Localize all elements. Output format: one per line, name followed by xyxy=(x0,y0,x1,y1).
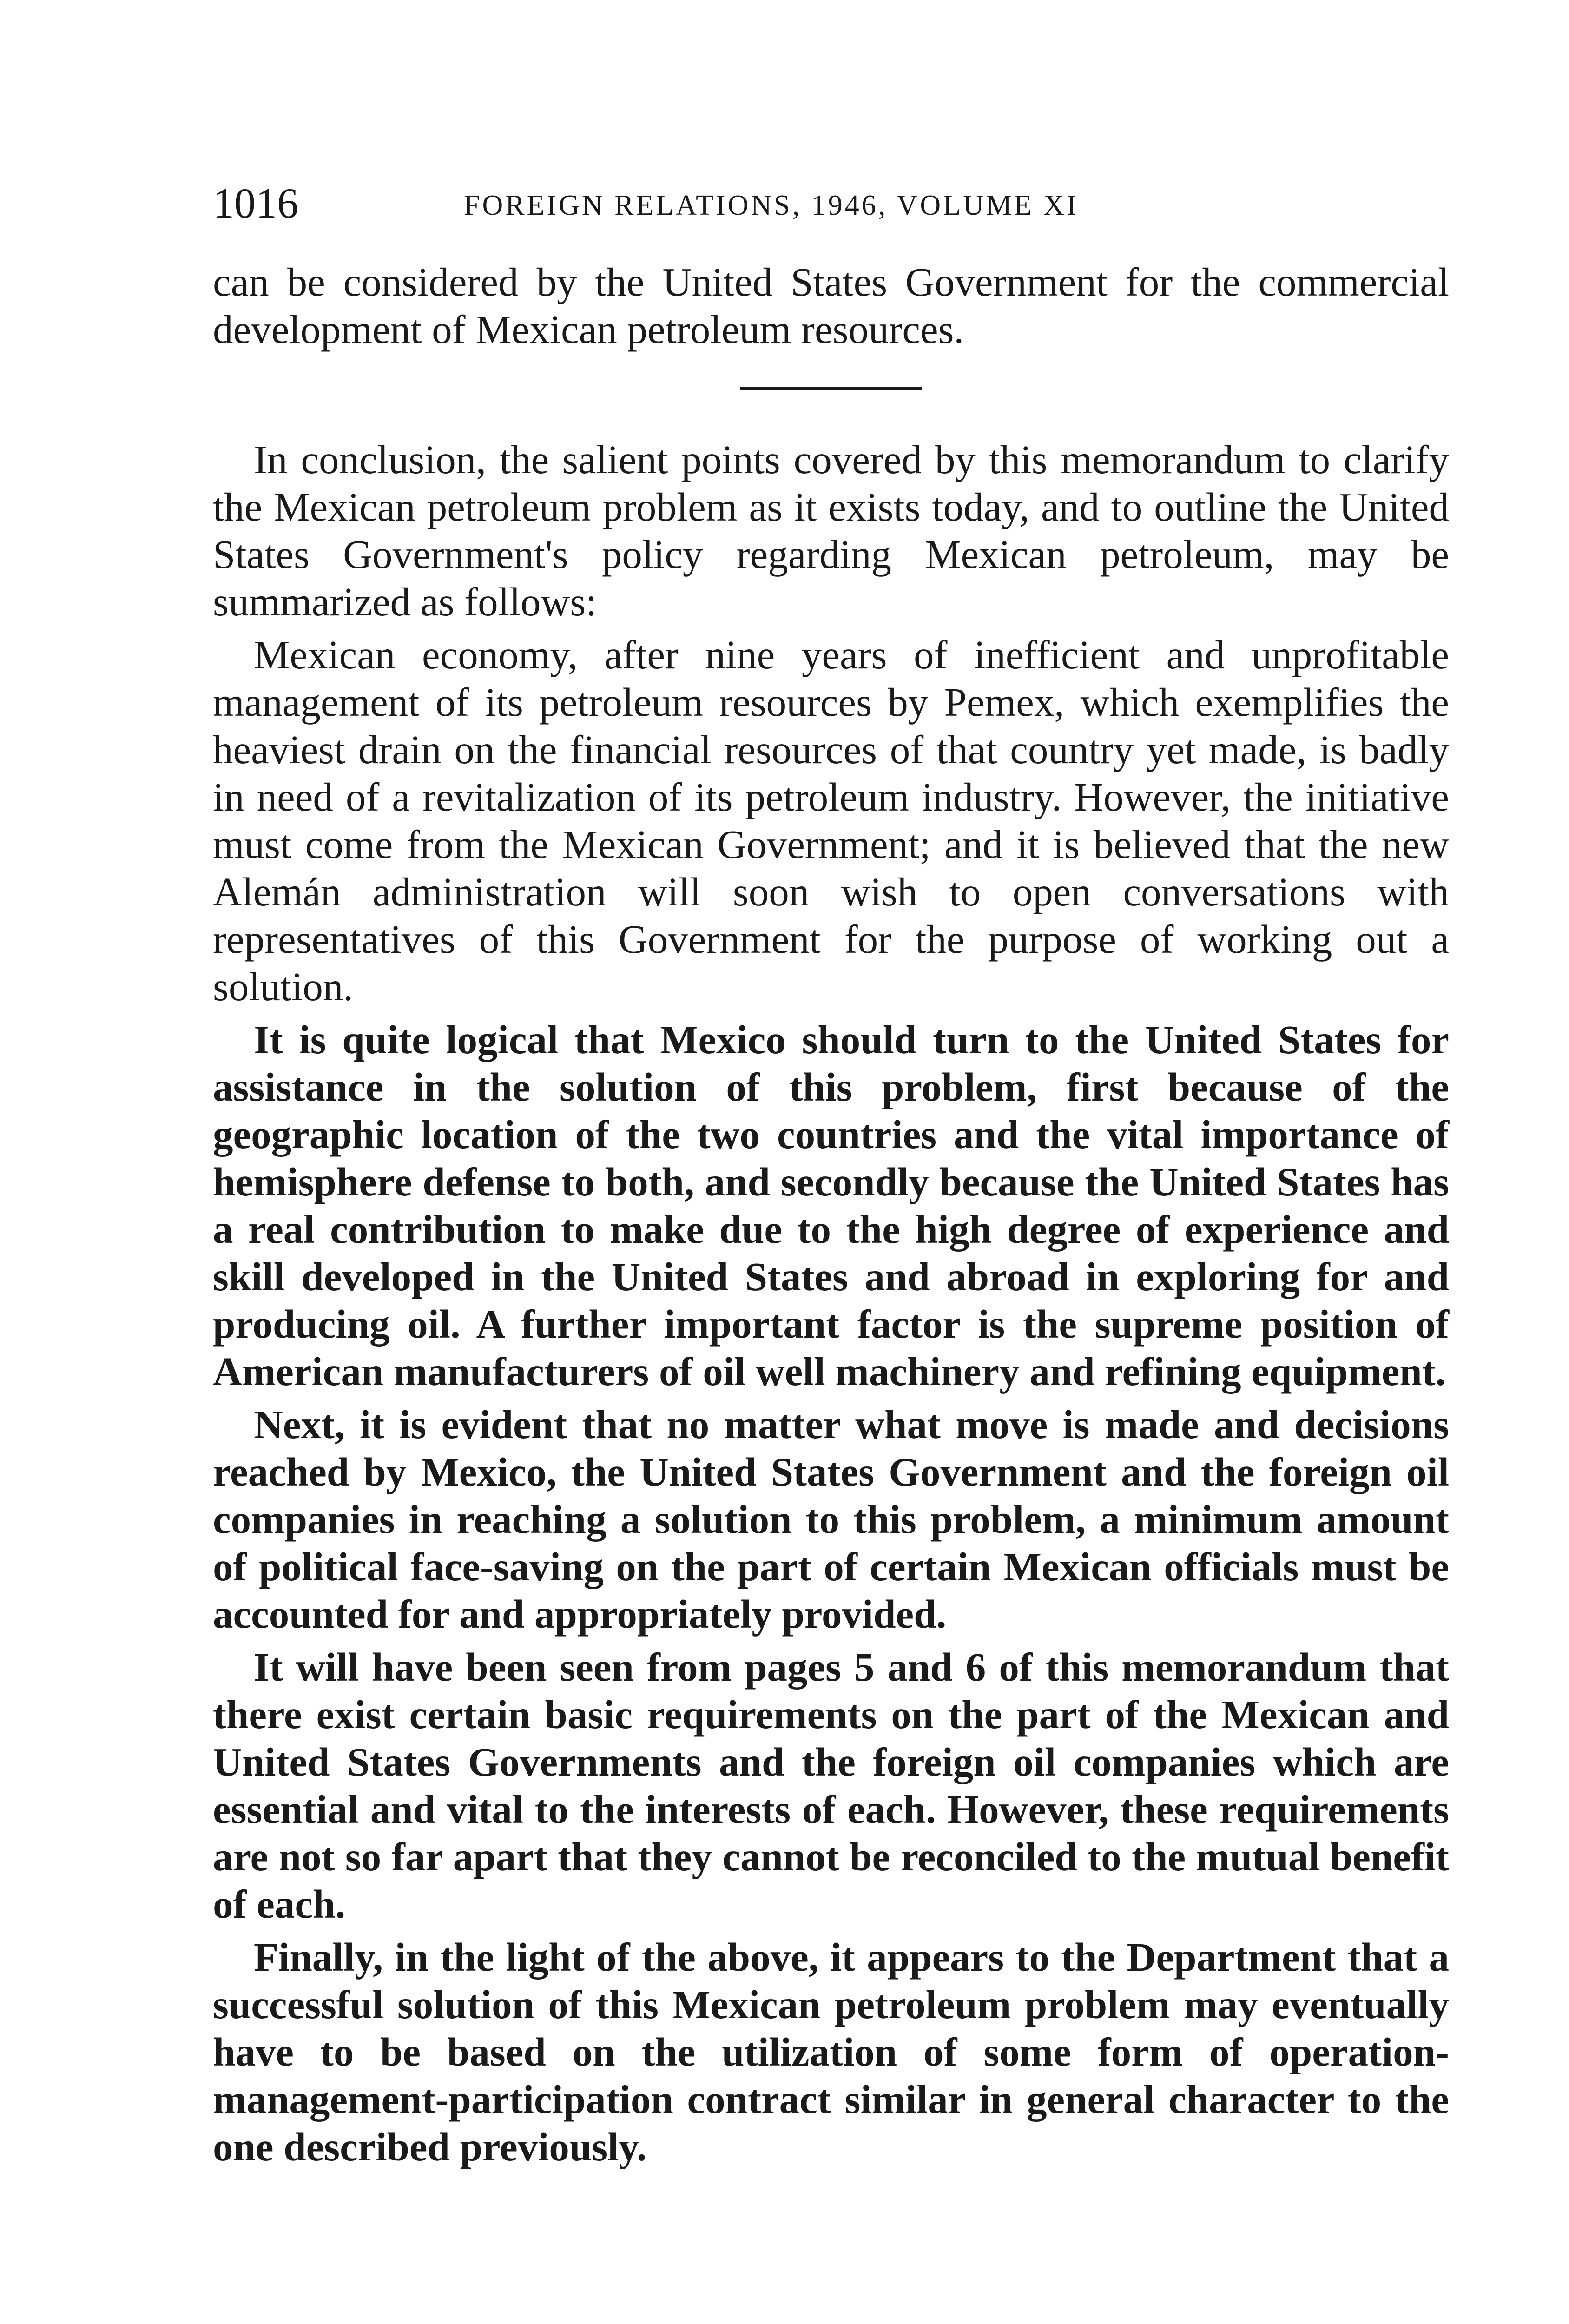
intro-paragraph: In conclusion, the salient points covered by this memorandum to clarify the Mexican petroleum problem as it exists today, and to outline the United States Government's policy regarding Mexican petroleum, may be summarized as follows: xyxy=(213,437,1449,624)
summary-paragraph-conclusion: Finally, in the light of the above, it appears to the Department that a successful solution of this Mexican petroleum problem may eventually have to be based on the utilization of some form of operation-management-participation contract similar in general character to the one described previously. xyxy=(213,1934,1449,2169)
page-number: 1016 xyxy=(213,179,298,227)
body-text xyxy=(213,258,1449,2171)
summary-points xyxy=(213,1016,1449,2171)
summary-paragraph-economy: Mexican economy, after nine years of inefficient and unprofitable management of its petroleum resources by Pemex, which exemplifies the heaviest drain on the financial resources of that country yet made, is badly in need of a revitalization of its petroleum industry. However, the initiative must come from the Mexican Government; and it is believed that the new Alemán administration will soon wish to open conversations with representatives of this Government for the purpose of working out a solution. xyxy=(213,632,1449,1009)
summary-paragraph-face-saving: Next, it is evident that no matter what move is made and decisions reached by Mexico, the United States Government and the foreign oil companies in reaching a solution to this problem, a minimum amount of political face-saving on the part of certain Mexican officials must be accounted for and appropriately provided. xyxy=(213,1402,1449,1637)
section-separator xyxy=(740,387,922,390)
summary-paragraph-logic: It is quite logical that Mexico should turn to the United States for assistance in the solution of this problem, first because of the geographic location of the two countries and the vital importance of hemisphere defense to both, and secondly because the United States has a real contribution to make due to the high degree of experience and skill developed in the United States and abroad in exploring for and producing oil. A further important factor is the supreme position of American manufacturers of oil well machinery and refining equipment. xyxy=(213,1017,1449,1394)
page-header xyxy=(213,178,1510,229)
summary-paragraph-requirements: It will have been seen from pages 5 and 6 of this memorandum that there exist certain basic requirements on the part of the Mexican and United States Governments and the foreign oil companies which are essential and vital to the interests of each. However, these requirements are not so far apart that they cannot be reconciled to the mutual benefit of each. xyxy=(213,1644,1449,1927)
running-head: FOREIGN RELATIONS, 1946, VOLUME XI xyxy=(464,190,1079,221)
continuation-paragraph: can be considered by the United States Government for the commercial development of Mexican petroleum resources. xyxy=(213,259,1449,352)
